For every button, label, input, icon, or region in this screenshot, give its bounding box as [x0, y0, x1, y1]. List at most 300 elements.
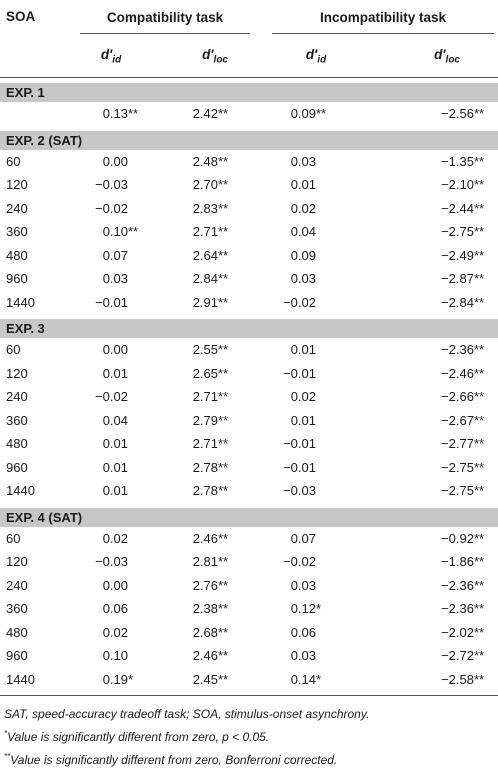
table-row [0, 409, 498, 433]
compat-d-id-cell [72, 244, 150, 268]
cell-value: 0.06 [290, 624, 316, 640]
incompatibility-task-header [258, 0, 498, 35]
soa-cell: 1440 [6, 294, 35, 310]
compatibility-task-header [72, 0, 258, 35]
incompat-d-id-cell [258, 173, 374, 197]
soa-cell: 960 [6, 271, 28, 287]
cell-value: 2.91 [192, 294, 218, 310]
cell-value: −2.75 [441, 483, 474, 499]
section-title: EXP. 4 (SAT) [0, 507, 498, 527]
significance-mark: ** [474, 648, 485, 664]
table-row [0, 644, 498, 668]
soa-cell: 360 [6, 412, 28, 428]
significance-mark: ** [474, 483, 485, 499]
compat-d-id-header [72, 35, 150, 77]
compat-d-id-cell [72, 550, 150, 574]
footnote-text: Value is significantly different from zero, p < 0.05. [7, 730, 270, 744]
significance-mark: * [316, 671, 322, 687]
cell-value: −2.66 [441, 389, 474, 405]
compat-d-loc-cell [150, 385, 258, 409]
significance-mark: ** [218, 648, 229, 664]
cell-value: 2.42 [192, 106, 218, 122]
compat-d-loc-cell [150, 338, 258, 362]
table-header [0, 0, 498, 78]
footnote-double-star [4, 747, 498, 770]
incompat-d-loc-cell [374, 479, 498, 503]
compat-d-loc-cell [150, 102, 258, 126]
cell-value: −0.03 [95, 554, 128, 570]
d-prime-symbol: d′ [202, 46, 214, 62]
cell-value: −2.72 [441, 648, 474, 664]
incompat-d-loc-cell [374, 597, 498, 621]
subscript-id: id [112, 54, 122, 66]
incompat-d-id-cell [258, 574, 374, 598]
significance-mark: ** [218, 365, 229, 381]
cell-value: 0.13 [102, 106, 128, 122]
cell-value: 0.00 [102, 342, 128, 358]
cell-value: 0.00 [102, 153, 128, 169]
compat-d-id-cell [72, 173, 150, 197]
soa-cell: 480 [6, 247, 28, 263]
soa-cell: 1440 [6, 483, 35, 499]
compat-d-loc-cell [150, 267, 258, 291]
incompat-d-id-cell [258, 362, 374, 386]
table-row [0, 338, 498, 362]
cell-value: 0.03 [290, 271, 316, 287]
significance-mark: ** [218, 271, 229, 287]
cell-value: 2.71 [192, 389, 218, 405]
significance-mark: ** [218, 177, 229, 193]
incompat-d-id-cell [258, 385, 374, 409]
soa-cell: 360 [6, 224, 28, 240]
compat-d-loc-cell [150, 150, 258, 174]
compat-d-id-cell [72, 456, 150, 480]
cell-value: −2.49 [441, 247, 474, 263]
cell-value: −2.02 [441, 624, 474, 640]
incompat-d-loc-cell [374, 621, 498, 645]
cell-value: 2.68 [192, 624, 218, 640]
cell-value: −2.58 [441, 671, 474, 687]
table-row [0, 291, 498, 315]
section-header-row [0, 319, 498, 339]
table-row [0, 150, 498, 174]
incompat-d-loc-cell [374, 338, 498, 362]
compat-d-loc-cell [150, 456, 258, 480]
cell-value: 0.01 [102, 365, 128, 381]
soa-cell: 120 [6, 177, 28, 193]
table-row [0, 574, 498, 598]
soa-cell: 240 [6, 389, 28, 405]
compat-d-loc-cell [150, 291, 258, 315]
cell-value: −0.01 [283, 459, 316, 475]
cell-value: −0.02 [95, 389, 128, 405]
section-header-row [0, 83, 498, 103]
footnote-mark: * [4, 729, 8, 738]
cell-value: −1.86 [441, 554, 474, 570]
table-body [0, 78, 498, 692]
soa-cell: 120 [6, 365, 28, 381]
cell-value: 0.01 [102, 459, 128, 475]
incompat-d-loc-cell [374, 173, 498, 197]
significance-mark: ** [474, 365, 485, 381]
cell-value: 2.70 [192, 177, 218, 193]
cell-value: 2.48 [192, 153, 218, 169]
significance-mark: ** [218, 554, 229, 570]
cell-value: 2.81 [192, 554, 218, 570]
compat-d-loc-cell [150, 621, 258, 645]
significance-mark: ** [474, 106, 485, 122]
table-row [0, 456, 498, 480]
soa-cell: 960 [6, 459, 28, 475]
significance-mark: ** [474, 247, 485, 263]
incompat-d-loc-cell [374, 385, 498, 409]
incompat-d-id-cell [258, 432, 374, 456]
incompat-d-loc-cell [374, 150, 498, 174]
compat-d-loc-cell [150, 527, 258, 551]
incompat-d-loc-cell [374, 197, 498, 221]
cell-value: 0.07 [290, 530, 316, 546]
compat-d-loc-cell [150, 479, 258, 503]
cell-value: 0.09 [290, 247, 316, 263]
soa-cell [0, 102, 72, 126]
incompat-d-id-header [258, 35, 374, 77]
cell-value: 0.02 [102, 624, 128, 640]
section-title: EXP. 3 [0, 319, 498, 339]
cell-value: −2.75 [441, 224, 474, 240]
incompat-d-loc-cell [374, 550, 498, 574]
d-prime-symbol: d′ [434, 46, 446, 62]
cell-value: 0.02 [290, 200, 316, 216]
significance-mark: ** [128, 106, 139, 122]
significance-mark: ** [218, 459, 229, 475]
significance-mark: ** [218, 412, 229, 428]
compat-d-loc-cell [150, 550, 258, 574]
soa-cell: 480 [6, 436, 28, 452]
cell-value: 0.01 [290, 412, 316, 428]
cell-value: 0.01 [290, 177, 316, 193]
table-row [0, 267, 498, 291]
cell-value: 0.06 [102, 601, 128, 617]
incompat-d-loc-cell [374, 432, 498, 456]
significance-mark: ** [218, 624, 229, 640]
incompat-d-loc-cell [374, 291, 498, 315]
cell-value: 2.83 [192, 200, 218, 216]
significance-mark: ** [474, 177, 485, 193]
subscript-loc: loc [213, 54, 228, 66]
cell-value: −2.56 [441, 106, 474, 122]
significance-mark: ** [218, 294, 229, 310]
footnote-text: Value is significantly different from zero, Bonferroni corrected. [10, 753, 338, 767]
significance-mark: ** [474, 271, 485, 287]
table-row [0, 527, 498, 551]
significance-mark: ** [474, 153, 485, 169]
soa-cell: 960 [6, 648, 28, 664]
table-row [0, 385, 498, 409]
compat-d-id-cell [72, 385, 150, 409]
compat-d-id-cell [72, 338, 150, 362]
significance-mark: ** [218, 436, 229, 452]
cell-value: −2.75 [441, 459, 474, 475]
incompat-d-loc-cell [374, 267, 498, 291]
incompat-d-id-cell [258, 597, 374, 621]
compat-d-id-cell [72, 432, 150, 456]
cell-value: 2.76 [192, 577, 218, 593]
cell-value: 0.03 [290, 648, 316, 664]
compat-d-loc-cell [150, 597, 258, 621]
incompat-d-loc-cell [374, 574, 498, 598]
compat-d-loc-cell [150, 668, 258, 692]
cell-value: 0.02 [290, 389, 316, 405]
cell-value: 2.45 [192, 671, 218, 687]
incompat-d-id-cell [258, 668, 374, 692]
cell-value: 0.12 [290, 601, 316, 617]
cell-value: −0.02 [283, 554, 316, 570]
compat-d-id-cell [72, 479, 150, 503]
compat-d-loc-cell [150, 432, 258, 456]
soa-cell: 120 [6, 554, 28, 570]
table-row [0, 597, 498, 621]
significance-mark: ** [218, 200, 229, 216]
cell-value: −2.44 [441, 200, 474, 216]
cell-value: −2.67 [441, 412, 474, 428]
soa-cell: 240 [6, 577, 28, 593]
cell-value: −2.84 [441, 294, 474, 310]
d-prime-symbol: d′ [100, 46, 113, 62]
significance-mark: ** [218, 224, 229, 240]
significance-mark: ** [218, 247, 229, 263]
compat-d-loc-cell [150, 173, 258, 197]
soa-cell: 480 [6, 624, 28, 640]
subscript-loc: loc [445, 54, 460, 66]
significance-mark: * [316, 601, 322, 617]
incompat-d-id-cell [258, 150, 374, 174]
compat-d-loc-cell [150, 362, 258, 386]
cell-value: 2.71 [192, 224, 218, 240]
incompat-d-id-cell [258, 197, 374, 221]
cell-value: 2.71 [192, 436, 218, 452]
cell-value: 2.78 [192, 483, 218, 499]
cell-value: 0.00 [102, 577, 128, 593]
significance-mark: ** [474, 342, 485, 358]
cell-value: 2.78 [192, 459, 218, 475]
cell-value: 2.65 [192, 365, 218, 381]
incompat-d-id-cell [258, 456, 374, 480]
cell-value: −2.77 [441, 436, 474, 452]
subscript-id: id [317, 54, 327, 66]
table-row [0, 362, 498, 386]
compat-d-id-cell [72, 291, 150, 315]
significance-mark: ** [474, 624, 485, 640]
compat-d-loc-cell [150, 244, 258, 268]
significance-mark: ** [218, 483, 229, 499]
incompat-d-loc-cell [374, 456, 498, 480]
incompat-d-id-cell [258, 291, 374, 315]
section-header-row [0, 507, 498, 527]
section-title: EXP. 2 (SAT) [0, 130, 498, 150]
significance-mark: ** [218, 342, 229, 358]
cell-value: −0.03 [283, 483, 316, 499]
cell-value: −0.92 [441, 530, 474, 546]
table-row [0, 479, 498, 503]
cell-value: −2.87 [441, 271, 474, 287]
cell-value: 2.55 [192, 342, 218, 358]
cell-value: −1.35 [441, 153, 474, 169]
cell-value: 0.07 [102, 247, 128, 263]
compat-d-id-cell [72, 267, 150, 291]
significance-mark: ** [474, 459, 485, 475]
cell-value: −2.36 [441, 577, 474, 593]
cell-value: 0.19 [102, 671, 128, 687]
compat-d-id-cell [72, 668, 150, 692]
cell-value: 0.01 [290, 342, 316, 358]
cell-value: 2.38 [192, 601, 218, 617]
incompat-d-id-cell [258, 338, 374, 362]
cell-value: −2.36 [441, 601, 474, 617]
table-row [0, 173, 498, 197]
significance-mark: ** [474, 671, 485, 687]
compat-d-loc-cell [150, 197, 258, 221]
soa-cell: 60 [6, 153, 21, 169]
cell-value: 2.84 [192, 271, 218, 287]
cell-value: 0.10 [102, 648, 128, 664]
significance-mark: ** [474, 530, 485, 546]
cell-value: −0.01 [95, 294, 128, 310]
incompat-d-id-cell [258, 479, 374, 503]
footnote-single-star [4, 724, 498, 747]
table-row [0, 220, 498, 244]
significance-mark: ** [128, 224, 139, 240]
cell-value: 0.03 [290, 577, 316, 593]
cell-value: −0.02 [283, 294, 316, 310]
cell-value: 0.01 [102, 483, 128, 499]
significance-mark: ** [316, 106, 327, 122]
soa-header: SOA [6, 9, 36, 24]
significance-mark: ** [474, 389, 485, 405]
incompat-d-id-cell [258, 220, 374, 244]
significance-mark: ** [218, 106, 229, 122]
incompat-d-id-cell [258, 267, 374, 291]
significance-mark: ** [218, 671, 229, 687]
compat-d-id-cell [72, 197, 150, 221]
incompat-d-loc-cell [374, 409, 498, 433]
incompat-d-id-cell [258, 244, 374, 268]
table-row [0, 668, 498, 692]
significance-mark: ** [218, 577, 229, 593]
soa-cell: 60 [6, 530, 21, 546]
compat-d-id-cell [72, 574, 150, 598]
significance-mark: ** [474, 294, 485, 310]
cell-value: −0.02 [95, 200, 128, 216]
cell-value: 0.14 [290, 671, 316, 687]
compat-d-loc-cell [150, 409, 258, 433]
incompat-d-id-cell [258, 102, 374, 126]
table-row [0, 102, 498, 126]
cell-value: 2.64 [192, 247, 218, 263]
compat-d-loc-cell [150, 644, 258, 668]
incompatibility-task-label: Incompatibility task [272, 1, 494, 34]
cell-value: −2.46 [441, 365, 474, 381]
soa-cell: 360 [6, 601, 28, 617]
significance-mark: ** [218, 530, 229, 546]
table-row [0, 197, 498, 221]
table-footnotes [0, 696, 498, 770]
compat-d-id-cell [72, 597, 150, 621]
cell-value: 2.46 [192, 648, 218, 664]
compat-d-id-cell [72, 409, 150, 433]
cell-value: −0.03 [95, 177, 128, 193]
incompat-d-loc-header [374, 35, 498, 77]
cell-value: −2.10 [441, 177, 474, 193]
soa-cell: 60 [6, 342, 21, 358]
cell-value: 0.04 [290, 224, 316, 240]
compat-d-id-cell [72, 102, 150, 126]
incompat-d-id-cell [258, 409, 374, 433]
significance-mark: ** [474, 577, 485, 593]
incompat-d-loc-cell [374, 102, 498, 126]
table-row [0, 550, 498, 574]
soa-cell: 1440 [6, 671, 35, 687]
incompat-d-loc-cell [374, 220, 498, 244]
cell-value: 2.46 [192, 530, 218, 546]
incompat-d-id-cell [258, 527, 374, 551]
cell-value: 0.01 [102, 436, 128, 452]
table-row [0, 244, 498, 268]
compat-d-loc-cell [150, 574, 258, 598]
cell-value: −2.36 [441, 342, 474, 358]
significance-mark: ** [474, 200, 485, 216]
cell-value: 0.09 [290, 106, 316, 122]
compat-d-loc-cell [150, 220, 258, 244]
significance-mark: * [128, 671, 134, 687]
incompat-d-loc-cell [374, 668, 498, 692]
cell-value: 0.04 [102, 412, 128, 428]
section-title: EXP. 1 [0, 83, 498, 103]
footnote-mark: ** [4, 752, 11, 761]
significance-mark: ** [474, 224, 485, 240]
compat-d-id-cell [72, 362, 150, 386]
cell-value: 2.79 [192, 412, 218, 428]
compat-d-id-cell [72, 644, 150, 668]
cell-value: −0.01 [283, 436, 316, 452]
significance-mark: ** [474, 412, 485, 428]
compat-d-id-cell [72, 150, 150, 174]
compatibility-task-label: Compatibility task [80, 1, 250, 34]
table-row [0, 621, 498, 645]
compat-d-id-cell [72, 220, 150, 244]
cell-value: 0.10 [102, 224, 128, 240]
cell-value: 0.03 [290, 153, 316, 169]
cell-value: 0.02 [102, 530, 128, 546]
compat-d-id-cell [72, 621, 150, 645]
incompat-d-id-cell [258, 644, 374, 668]
incompat-d-loc-cell [374, 644, 498, 668]
significance-mark: ** [218, 601, 229, 617]
table-row [0, 432, 498, 456]
cell-value: −0.01 [283, 365, 316, 381]
footnote-abbreviations: SAT, speed-accuracy tradeoff task; SOA, stimulus-onset asynchrony. [4, 707, 370, 721]
soa-cell: 240 [6, 200, 28, 216]
incompat-d-id-cell [258, 621, 374, 645]
compat-d-loc-header [150, 35, 258, 77]
significance-mark: ** [474, 436, 485, 452]
cell-value: 0.03 [102, 271, 128, 287]
d-prime-symbol: d′ [305, 46, 318, 62]
significance-mark: ** [474, 554, 485, 570]
incompat-d-loc-cell [374, 244, 498, 268]
significance-mark: ** [218, 153, 229, 169]
section-header-row [0, 130, 498, 150]
compat-d-id-cell [72, 527, 150, 551]
